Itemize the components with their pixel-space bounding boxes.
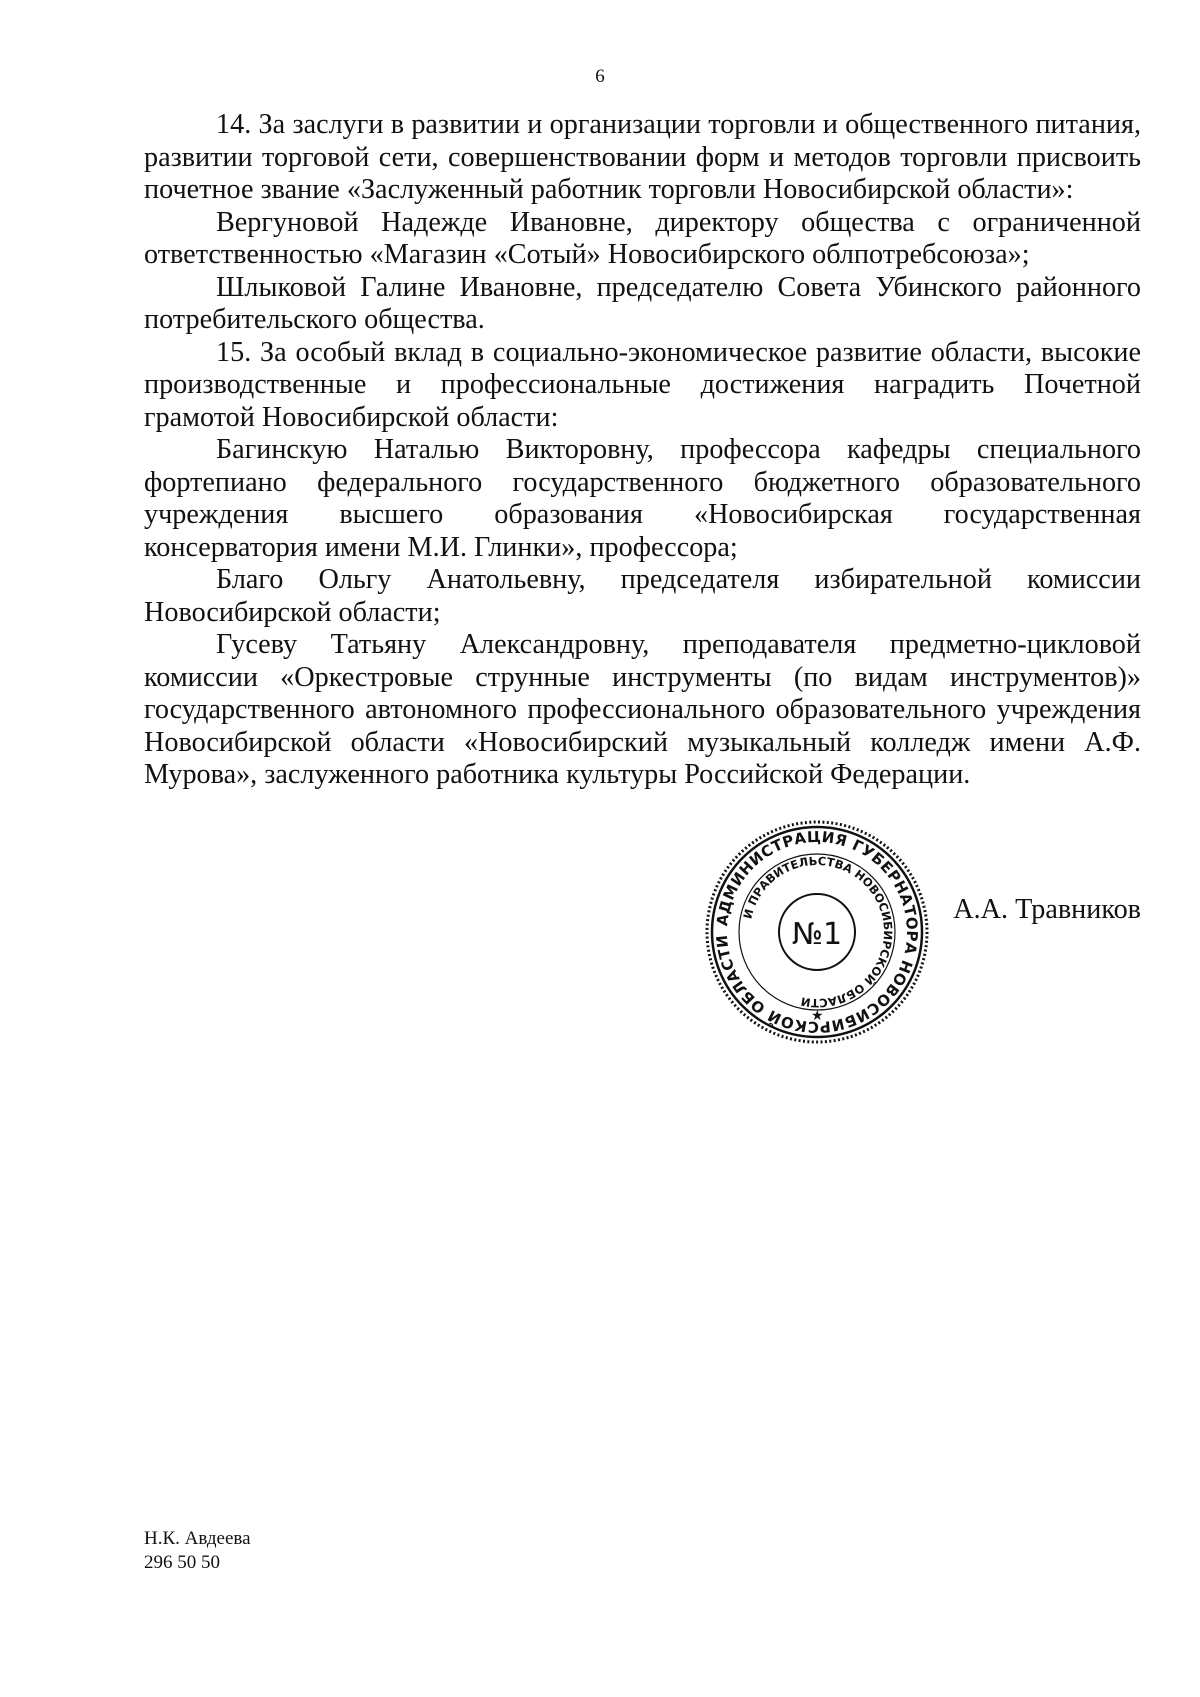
seal-number: №1 bbox=[791, 917, 843, 952]
paragraph-shlykova: Шлыковой Галине Ивановне, председателю Совета Убинского районного потребительского общества. bbox=[144, 271, 1141, 335]
paragraph-blago: Благо Ольгу Анатольевну, председателя избирательной комиссии Новосибирской области; bbox=[144, 564, 1141, 628]
paragraph-guseva: Гусеву Татьяну Александровну, преподавателя предметно-цикловой комиссии «Оркестровые струнные инструменты (по видам инструментов)» государственного автономного профессионального образовательного учреждения Новосибирской области «Новосибирский музыкальный колледж имени А.Ф. Мурова», заслуженного работника культуры Российской Федерации. bbox=[144, 629, 1141, 790]
seal-outer-text: АДМИНИСТРАЦИЯ ГУБЕРНАТОРА НОВОСИБИРСКОЙ ОБЛАСТИ bbox=[712, 827, 922, 1037]
seal-star: ★ bbox=[811, 1008, 824, 1024]
official-seal bbox=[703, 818, 931, 1046]
seal-inner-text: И ПРАВИТЕЛЬСТВА НОВОСИБИРСКОЙ ОБЛАСТИ bbox=[740, 853, 896, 1011]
paragraph-item-14: 14. За заслуги в развитии и организации торговли и общественного питания, развитии торговой сети, совершенствовании форм и методов торговли присвоить почетное звание «Заслуженный работник торговли Новосибирской области»: bbox=[144, 109, 1141, 205]
signer-name: А.А. Травников bbox=[953, 894, 1141, 925]
page-number: 6 bbox=[595, 66, 605, 87]
paragraph-baginskaya: Багинскую Наталью Викторовну, профессора кафедры специального фортепиано федерального государственного бюджетного образовательного учреждения высшего образования «Новосибирская государственная консерватория имени М.И. Глинки», профессора; bbox=[144, 434, 1141, 563]
executor-phone: 296 50 50 bbox=[144, 1552, 220, 1573]
executor-name: Н.К. Авдеева bbox=[144, 1528, 251, 1549]
paragraph-vergunova: Вергуновой Надежде Ивановне, директору общества с ограниченной ответственностью «Магазин «Сотый» Новосибирского облпотребсоюза»; bbox=[144, 206, 1141, 270]
document-body bbox=[144, 109, 1141, 792]
paragraph-item-15: 15. За особый вклад в социально-экономическое развитие области, высокие производственные и профессиональные достижения наградить Почетной грамотой Новосибирской области: bbox=[144, 336, 1141, 433]
executor-block bbox=[144, 1527, 251, 1575]
seal-graphic bbox=[703, 818, 931, 1046]
